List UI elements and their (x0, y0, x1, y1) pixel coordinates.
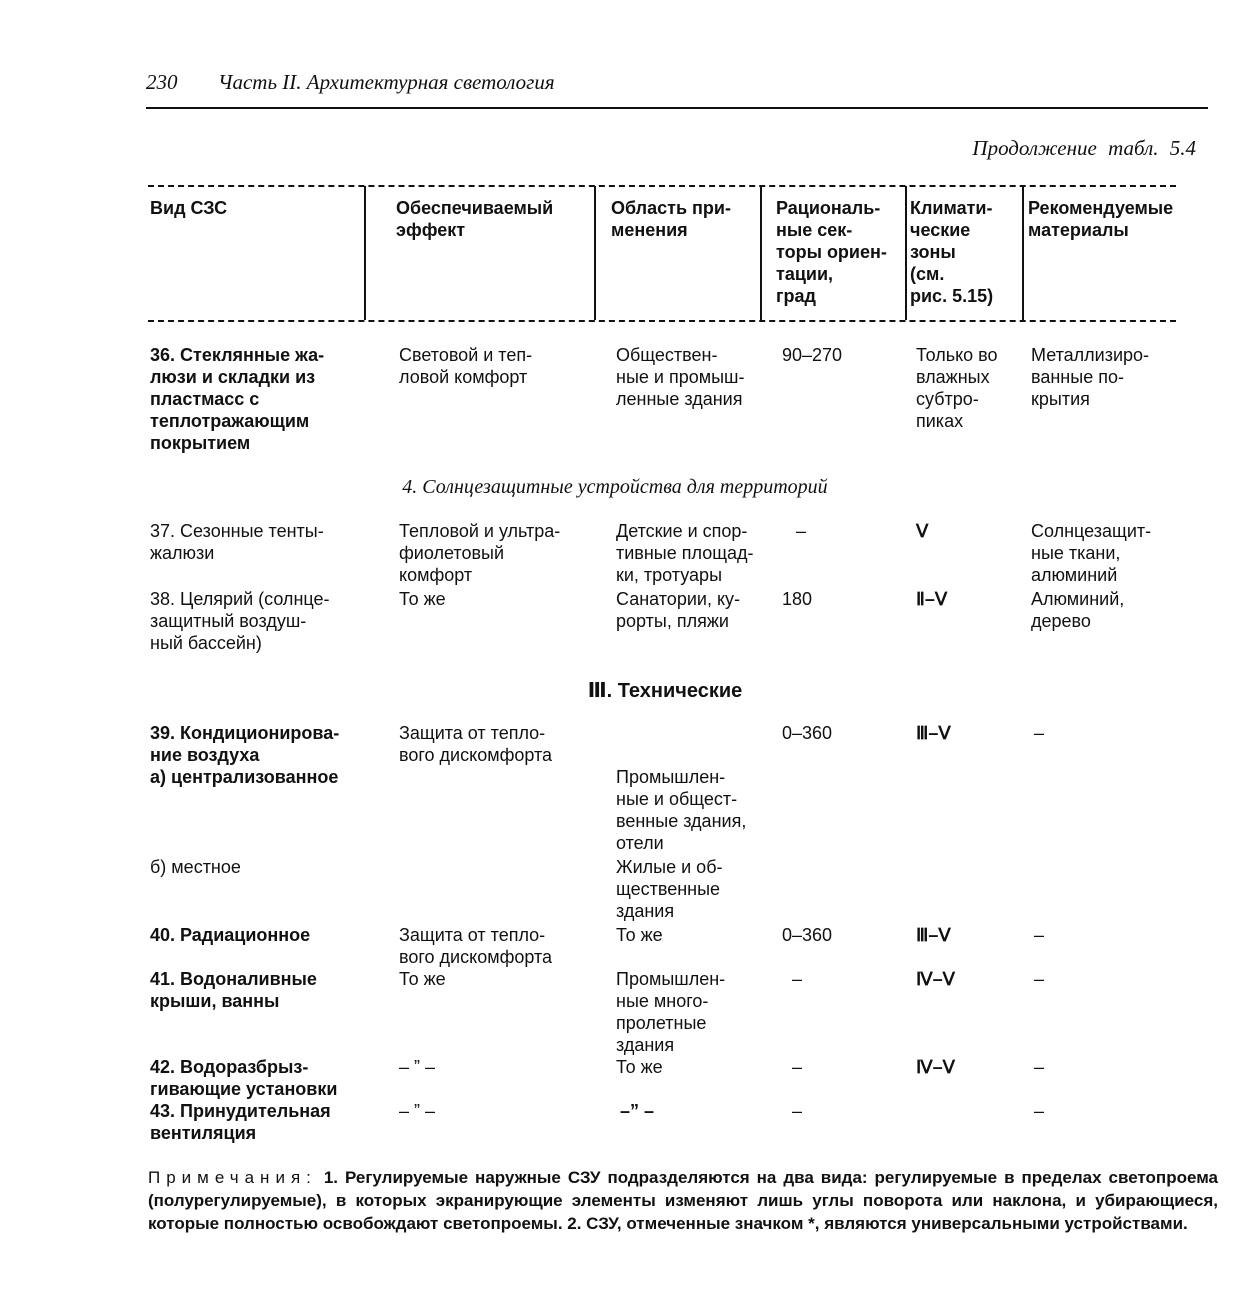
column-header-effect: Обеспечиваемый эффект (396, 198, 554, 240)
table-cell-sectors: 180 (782, 589, 813, 609)
column-divider (364, 186, 366, 320)
table-cell-area: Промышлен- ные и общест- венные здания, отели (616, 767, 747, 853)
table-cell-effect: Тепловой и ультра- фиолетовый комфорт (399, 521, 561, 585)
table-cell-zones: Ⅳ–Ⅴ (916, 1057, 955, 1077)
table-cell-materials: – (1034, 969, 1045, 989)
column-header-zones: Климати- ческие зоны (см. рис. 5.15) (910, 198, 994, 306)
header-rule (146, 107, 1208, 109)
table-cell-type: б) местное (150, 857, 241, 877)
table-cell-area: То же (616, 925, 663, 945)
table-cell-area: Промышлен- ные много- пролетные здания (616, 969, 726, 1055)
table-cell-area: Жилые и об- щественные здания (616, 857, 723, 921)
table-cell-effect: – ” – (399, 1101, 436, 1121)
table-cell-area: Санатории, ку- рорты, пляжи (616, 589, 741, 631)
table-cell-materials: Солнцезащит- ные ткани, алюминий (1031, 521, 1152, 585)
table-cell-materials: Металлизиро- ванные по- крытия (1031, 345, 1150, 409)
column-header-materials: Рекомендуемые материалы (1028, 198, 1174, 240)
table-cell-sectors: – (796, 521, 807, 541)
column-divider (760, 186, 762, 320)
table-notes (148, 1166, 1218, 1235)
table-cell-zones: Ⅴ (916, 521, 929, 541)
table-cell-materials: – (1034, 723, 1045, 743)
column-header-type: Вид СЗС (150, 198, 228, 218)
table-cell-type: 36. Стеклянные жа- люзи и складки из пластмасс с теплотражающим покрытием (150, 345, 325, 453)
table-cell-effect: – ” – (399, 1057, 436, 1077)
table-cell-area: –” – (620, 1101, 655, 1121)
table-cell-type: 39. Кондиционирова- ние воздуха (150, 723, 340, 765)
table-cell-effect: Световой и теп- ловой комфорт (399, 345, 533, 387)
table-cell-materials: – (1034, 1101, 1045, 1121)
column-divider (1022, 186, 1024, 320)
table-cell-type: а) централизованное (150, 767, 339, 787)
notes-text: 1. Регулируемые наружные СЗУ подразделяются на два вида: регулируемые в пределах светопроема (полурегулируемые), в которых экранирующие элементы изменяют лишь углы поворота или наклона, и убирающиеся, которые полностью освобождают светопроемы. 2. СЗУ, отмеченные значком *, являются универсальными устройствами. (148, 1168, 1218, 1233)
section-heading-territories: 4. Солнцезащитные устройства для территорий (402, 476, 828, 498)
table-cell-sectors: 0–360 (782, 723, 833, 743)
table-cell-area: Детские и спор- тивные площад- ки, тротуары (616, 521, 754, 585)
table-cell-effect: Защита от тепло- вого дискомфорта (399, 723, 553, 765)
table-cell-zones: Ⅲ–Ⅴ (916, 723, 951, 743)
table-cell-area: Обществен- ные и промыш- ленные здания (616, 345, 745, 409)
table-cell-sectors: – (792, 1057, 803, 1077)
table-cell-sectors: 90–270 (782, 345, 843, 365)
table-continuation-caption: Продолжение табл. 5.4 (972, 136, 1196, 160)
table-cell-sectors: – (792, 969, 803, 989)
table-cell-materials: Алюминий, дерево (1031, 589, 1125, 631)
table-cell-area: То же (616, 1057, 663, 1077)
table-cell-effect: То же (399, 969, 446, 989)
running-head (146, 70, 555, 95)
table-cell-effect: То же (399, 589, 446, 609)
table-cell-zones: Ⅲ–Ⅴ (916, 925, 951, 945)
table-cell-type: 41. Водоналивные крыши, ванны (150, 969, 317, 1011)
column-header-sectors: Рациональ- ные сек- торы ориен- тации, град (776, 198, 887, 306)
table-cell-type: 40. Радиационное (150, 925, 311, 945)
table-cell-materials: – (1034, 925, 1045, 945)
table-cell-sectors: – (792, 1101, 803, 1121)
section-heading-technical: Ⅲ. Технические (587, 680, 743, 702)
notes-label: Примечания: (148, 1168, 317, 1187)
table-cell-type: 42. Водоразбрыз- гивающие установки (150, 1057, 338, 1099)
table-cell-zones: Только во влажных субтро- пиках (916, 345, 998, 431)
column-header-area: Область при- менения (611, 198, 731, 240)
page-number: 230 (146, 70, 178, 94)
table-cell-effect: Защита от тепло- вого дискомфорта (399, 925, 553, 967)
table-cell-zones: Ⅱ–Ⅴ (916, 589, 948, 609)
table-cell-materials: – (1034, 1057, 1045, 1077)
running-title: Часть II. Архитектурная светология (218, 70, 555, 94)
table-header-bottom-rule (148, 320, 1176, 322)
table-cell-zones: Ⅳ–Ⅴ (916, 969, 955, 989)
column-divider (594, 186, 596, 320)
table-cell-type: 38. Целярий (солнце- защитный воздуш- ный бассейн) (150, 589, 330, 653)
table-cell-type: 43. Принудительная вентиляция (150, 1101, 331, 1143)
table-cell-sectors: 0–360 (782, 925, 833, 945)
table-cell-type: 37. Сезонные тенты- жалюзи (150, 521, 324, 563)
